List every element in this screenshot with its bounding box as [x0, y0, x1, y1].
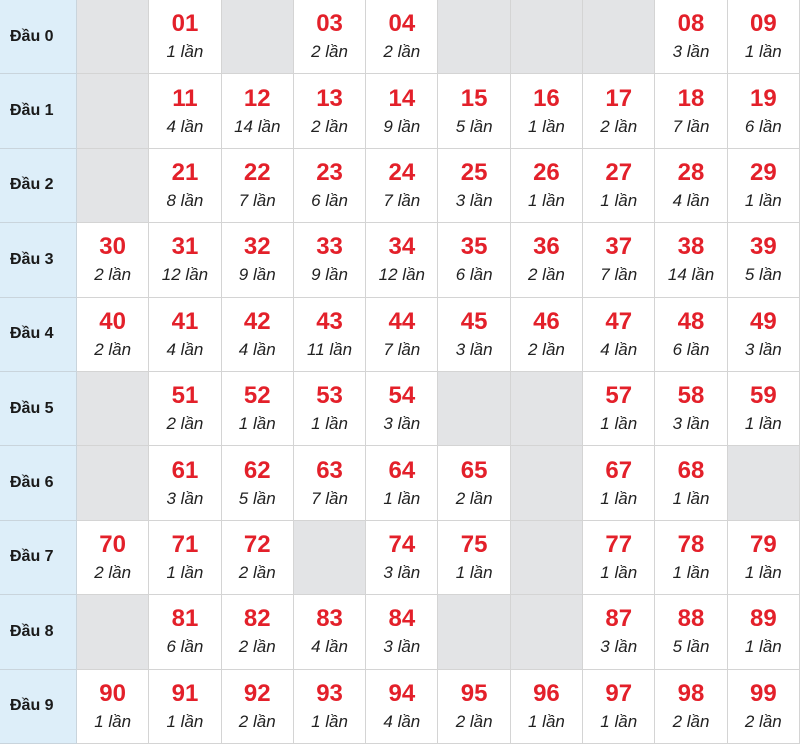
lottery-number: 82 — [243, 605, 271, 633]
occurrence-count: 2 lần — [527, 265, 565, 285]
occurrence-count: 3 lần — [383, 414, 421, 434]
number-cell — [438, 74, 510, 148]
number-cell — [294, 372, 366, 446]
lottery-number: 91 — [171, 679, 199, 707]
occurrence-count: 2 lần — [455, 711, 493, 731]
lottery-number: 43 — [316, 307, 343, 335]
occurrence-count: 1 lần — [527, 190, 565, 210]
lottery-number: 35 — [460, 233, 488, 261]
lottery-number: 57 — [605, 382, 633, 410]
occurrence-count: 5 lần — [672, 637, 710, 657]
lottery-number: 01 — [171, 10, 199, 38]
lottery-number: 79 — [749, 530, 777, 558]
number-cell — [511, 670, 583, 744]
occurrence-count: 1 lần — [600, 414, 638, 434]
occurrence-count: 2 lần — [672, 711, 710, 731]
occurrence-count: 3 lần — [600, 637, 638, 657]
row-header: Đầu 7 — [0, 521, 77, 595]
lottery-number: 28 — [677, 158, 705, 186]
number-cell — [728, 521, 800, 595]
number-cell — [511, 74, 583, 148]
occurrence-count: 6 lần — [672, 339, 710, 359]
occurrence-count: 9 lần — [383, 116, 421, 136]
occurrence-count: 1 lần — [744, 190, 782, 210]
row-header: Đầu 3 — [0, 223, 77, 297]
lottery-number: 24 — [388, 158, 416, 186]
occurrence-count: 2 lần — [238, 562, 276, 582]
number-cell — [149, 670, 221, 744]
occurrence-count: 9 lần — [311, 265, 348, 285]
occurrence-count: 3 lần — [672, 42, 710, 62]
occurrence-count: 2 lần — [238, 711, 276, 731]
occurrence-count: 8 lần — [166, 190, 204, 210]
occurrence-count: 1 lần — [744, 42, 782, 62]
empty-cell — [77, 446, 149, 520]
empty-cell — [511, 595, 583, 669]
row-header: Đầu 1 — [0, 74, 77, 148]
number-cell — [728, 223, 800, 297]
number-cell — [149, 595, 221, 669]
number-cell — [366, 223, 438, 297]
occurrence-count: 4 lần — [600, 339, 638, 359]
occurrence-count: 7 lần — [311, 488, 348, 508]
lottery-number: 97 — [605, 679, 633, 707]
occurrence-count: 7 lần — [383, 339, 421, 359]
number-cell — [77, 670, 149, 744]
number-cell — [366, 74, 438, 148]
occurrence-count: 2 lần — [600, 116, 638, 136]
occurrence-count: 5 lần — [455, 116, 493, 136]
number-cell — [583, 74, 655, 148]
number-cell — [583, 521, 655, 595]
lottery-number: 27 — [605, 158, 633, 186]
occurrence-count: 1 lần — [744, 637, 782, 657]
occurrence-count: 2 lần — [238, 637, 276, 657]
occurrence-count: 4 lần — [238, 339, 276, 359]
number-cell — [655, 446, 727, 520]
lottery-number: 52 — [243, 382, 271, 410]
lottery-number: 51 — [171, 382, 199, 410]
lottery-number: 45 — [460, 307, 488, 335]
lottery-number: 93 — [316, 679, 343, 707]
lottery-number: 70 — [99, 530, 126, 558]
lottery-number: 77 — [605, 530, 633, 558]
lottery-number: 34 — [388, 233, 416, 261]
occurrence-count: 2 lần — [166, 414, 204, 434]
number-cell — [366, 372, 438, 446]
lottery-number: 39 — [749, 233, 777, 261]
number-cell — [583, 372, 655, 446]
row-header: Đầu 2 — [0, 149, 77, 223]
lottery-number: 78 — [677, 530, 705, 558]
number-cell — [222, 446, 294, 520]
lottery-number: 30 — [99, 233, 126, 261]
lottery-number: 62 — [243, 456, 271, 484]
lottery-number: 72 — [243, 530, 271, 558]
occurrence-count: 1 lần — [744, 414, 782, 434]
lottery-number: 11 — [172, 84, 198, 112]
occurrence-count: 3 lần — [672, 414, 710, 434]
occurrence-count: 2 lần — [94, 265, 132, 285]
number-cell — [366, 670, 438, 744]
occurrence-count: 4 lần — [166, 116, 204, 136]
row-header: Đầu 9 — [0, 670, 77, 744]
number-cell — [655, 74, 727, 148]
row-header: Đầu 4 — [0, 298, 77, 372]
number-cell — [655, 0, 727, 74]
empty-cell — [438, 372, 510, 446]
number-cell — [294, 298, 366, 372]
occurrence-count: 6 lần — [744, 116, 782, 136]
number-cell — [222, 149, 294, 223]
occurrence-count: 1 lần — [311, 414, 348, 434]
lottery-number: 04 — [388, 10, 416, 38]
lottery-number: 87 — [605, 605, 633, 633]
lottery-number: 99 — [749, 679, 777, 707]
empty-cell — [728, 446, 800, 520]
number-cell — [655, 372, 727, 446]
occurrence-count: 6 lần — [455, 265, 493, 285]
lottery-number: 23 — [316, 158, 343, 186]
number-cell — [511, 298, 583, 372]
lottery-number: 38 — [677, 233, 705, 261]
number-cell — [728, 298, 800, 372]
number-cell — [149, 0, 221, 74]
occurrence-count: 4 lần — [383, 711, 421, 731]
lottery-number: 65 — [460, 456, 488, 484]
number-cell — [583, 670, 655, 744]
empty-cell — [77, 149, 149, 223]
number-cell — [222, 372, 294, 446]
occurrence-count: 1 lần — [166, 711, 204, 731]
occurrence-count: 1 lần — [383, 488, 421, 508]
occurrence-count: 3 lần — [455, 339, 493, 359]
lottery-number: 53 — [316, 382, 343, 410]
number-cell — [583, 149, 655, 223]
occurrence-count: 9 lần — [238, 265, 276, 285]
occurrence-count: 1 lần — [238, 414, 276, 434]
lottery-number: 63 — [316, 456, 343, 484]
occurrence-count: 4 lần — [166, 339, 204, 359]
occurrence-count: 3 lần — [383, 562, 421, 582]
row-header: Đầu 0 — [0, 0, 77, 74]
empty-cell — [583, 0, 655, 74]
number-cell — [294, 670, 366, 744]
lottery-number: 88 — [677, 605, 705, 633]
number-cell — [438, 223, 510, 297]
occurrence-count: 2 lần — [744, 711, 782, 731]
occurrence-count: 12 lần — [161, 265, 209, 285]
lottery-number: 44 — [388, 307, 416, 335]
number-cell — [438, 446, 510, 520]
number-cell — [149, 521, 221, 595]
number-cell — [149, 372, 221, 446]
occurrence-count: 2 lần — [455, 488, 493, 508]
occurrence-count: 3 lần — [166, 488, 204, 508]
lottery-number: 22 — [243, 158, 271, 186]
occurrence-count: 4 lần — [672, 190, 710, 210]
occurrence-count: 1 lần — [311, 711, 348, 731]
lottery-number: 61 — [171, 456, 199, 484]
lottery-number: 21 — [171, 158, 199, 186]
lottery-number: 68 — [677, 456, 705, 484]
occurrence-count: 2 lần — [94, 562, 132, 582]
lottery-number: 49 — [749, 307, 777, 335]
number-cell — [294, 74, 366, 148]
lottery-number: 16 — [533, 84, 560, 112]
number-cell — [655, 595, 727, 669]
lottery-number: 83 — [316, 605, 343, 633]
number-cell — [655, 149, 727, 223]
occurrence-count: 5 lần — [238, 488, 276, 508]
lottery-number: 92 — [243, 679, 271, 707]
number-cell — [366, 595, 438, 669]
occurrence-count: 1 lần — [455, 562, 493, 582]
lottery-number: 75 — [460, 530, 488, 558]
lottery-number: 19 — [749, 84, 777, 112]
occurrence-count: 11 lần — [307, 339, 353, 359]
number-cell — [438, 521, 510, 595]
number-cell — [222, 521, 294, 595]
number-cell — [728, 149, 800, 223]
occurrence-count: 1 lần — [600, 190, 638, 210]
number-cell — [438, 298, 510, 372]
row-header: Đầu 5 — [0, 372, 77, 446]
number-cell — [222, 595, 294, 669]
number-cell — [583, 223, 655, 297]
occurrence-count: 1 lần — [94, 711, 132, 731]
row-header: Đầu 6 — [0, 446, 77, 520]
empty-cell — [294, 521, 366, 595]
lottery-number: 26 — [533, 158, 560, 186]
number-cell — [294, 446, 366, 520]
lottery-number: 31 — [171, 233, 199, 261]
lottery-number: 54 — [388, 382, 416, 410]
lottery-number: 15 — [460, 84, 488, 112]
number-cell — [728, 670, 800, 744]
occurrence-count: 1 lần — [744, 562, 782, 582]
occurrence-count: 7 lần — [600, 265, 638, 285]
occurrence-count: 14 lần — [234, 116, 281, 136]
lottery-number: 14 — [388, 84, 416, 112]
number-cell — [149, 74, 221, 148]
number-cell — [149, 446, 221, 520]
lottery-number: 18 — [677, 84, 705, 112]
lottery-number: 59 — [749, 382, 777, 410]
number-cell — [366, 298, 438, 372]
number-cell — [438, 670, 510, 744]
number-cell — [655, 298, 727, 372]
lottery-number: 71 — [171, 530, 199, 558]
number-cell — [294, 0, 366, 74]
number-cell — [222, 223, 294, 297]
number-cell — [77, 223, 149, 297]
occurrence-count: 2 lần — [527, 339, 565, 359]
occurrence-count: 1 lần — [600, 488, 638, 508]
number-cell — [294, 223, 366, 297]
number-cell — [583, 595, 655, 669]
lottery-number: 89 — [749, 605, 777, 633]
empty-cell — [222, 0, 294, 74]
number-cell — [728, 595, 800, 669]
lottery-number: 98 — [677, 679, 705, 707]
lottery-number: 64 — [388, 456, 416, 484]
occurrence-count: 2 lần — [94, 339, 132, 359]
number-cell — [366, 0, 438, 74]
empty-cell — [77, 595, 149, 669]
number-cell — [438, 149, 510, 223]
occurrence-count: 7 lần — [672, 116, 710, 136]
lottery-number: 12 — [243, 84, 271, 112]
lottery-number: 36 — [533, 233, 560, 261]
number-cell — [583, 446, 655, 520]
number-cell — [655, 521, 727, 595]
lottery-number: 37 — [605, 233, 633, 261]
lottery-number: 74 — [388, 530, 416, 558]
lottery-number: 33 — [316, 233, 343, 261]
occurrence-count: 3 lần — [383, 637, 421, 657]
number-cell — [222, 74, 294, 148]
occurrence-count: 1 lần — [166, 42, 204, 62]
number-cell — [222, 298, 294, 372]
lottery-number: 47 — [605, 307, 633, 335]
empty-cell — [438, 0, 510, 74]
lottery-number: 13 — [316, 84, 343, 112]
lottery-number: 58 — [677, 382, 705, 410]
lottery-number: 32 — [243, 233, 271, 261]
number-cell — [77, 521, 149, 595]
empty-cell — [77, 74, 149, 148]
occurrence-count: 1 lần — [672, 488, 710, 508]
empty-cell — [511, 521, 583, 595]
number-cell — [728, 74, 800, 148]
number-cell — [149, 298, 221, 372]
number-cell — [728, 0, 800, 74]
lottery-number: 48 — [677, 307, 705, 335]
occurrence-count: 1 lần — [527, 116, 565, 136]
number-cell — [366, 446, 438, 520]
lottery-number: 90 — [99, 679, 126, 707]
lottery-number: 25 — [460, 158, 488, 186]
occurrence-count: 7 lần — [238, 190, 276, 210]
lottery-number: 42 — [243, 307, 271, 335]
lottery-number: 96 — [533, 679, 560, 707]
occurrence-count: 5 lần — [744, 265, 782, 285]
lottery-number: 95 — [460, 679, 488, 707]
number-cell — [511, 223, 583, 297]
number-cell — [366, 521, 438, 595]
number-cell — [655, 223, 727, 297]
lottery-number: 84 — [388, 605, 416, 633]
occurrence-count: 1 lần — [527, 711, 565, 731]
occurrence-count: 3 lần — [744, 339, 782, 359]
empty-cell — [511, 446, 583, 520]
occurrence-count: 2 lần — [311, 116, 348, 136]
number-cell — [728, 372, 800, 446]
lottery-number: 46 — [533, 307, 560, 335]
occurrence-count: 3 lần — [455, 190, 493, 210]
occurrence-count: 14 lần — [667, 265, 715, 285]
number-cell — [149, 149, 221, 223]
occurrence-count: 1 lần — [672, 562, 710, 582]
number-cell — [149, 223, 221, 297]
empty-cell — [511, 372, 583, 446]
lottery-number: 67 — [605, 456, 633, 484]
occurrence-count: 1 lần — [600, 711, 638, 731]
number-cell — [511, 149, 583, 223]
lottery-number: 40 — [99, 307, 126, 335]
empty-cell — [438, 595, 510, 669]
number-cell — [366, 149, 438, 223]
number-cell — [294, 149, 366, 223]
number-cell — [583, 298, 655, 372]
occurrence-count: 1 lần — [166, 562, 204, 582]
number-cell — [77, 298, 149, 372]
lottery-number: 17 — [605, 84, 633, 112]
empty-cell — [77, 0, 149, 74]
lottery-number: 41 — [171, 307, 199, 335]
occurrence-count: 2 lần — [383, 42, 421, 62]
occurrence-count: 4 lần — [311, 637, 348, 657]
lottery-number: 03 — [316, 10, 343, 38]
occurrence-count: 12 lần — [378, 265, 425, 285]
occurrence-count: 6 lần — [311, 190, 348, 210]
number-cell — [222, 670, 294, 744]
occurrence-count: 6 lần — [166, 637, 204, 657]
lottery-number: 94 — [388, 679, 416, 707]
lottery-number: 29 — [749, 158, 777, 186]
empty-cell — [511, 0, 583, 74]
number-cell — [294, 595, 366, 669]
occurrence-count: 7 lần — [383, 190, 421, 210]
occurrence-count: 2 lần — [311, 42, 348, 62]
empty-cell — [77, 372, 149, 446]
occurrence-count: 1 lần — [600, 562, 638, 582]
row-header: Đầu 8 — [0, 595, 77, 669]
lottery-number: 81 — [171, 605, 199, 633]
lottery-number: 08 — [677, 10, 705, 38]
lottery-number: 09 — [749, 10, 777, 38]
number-cell — [655, 670, 727, 744]
